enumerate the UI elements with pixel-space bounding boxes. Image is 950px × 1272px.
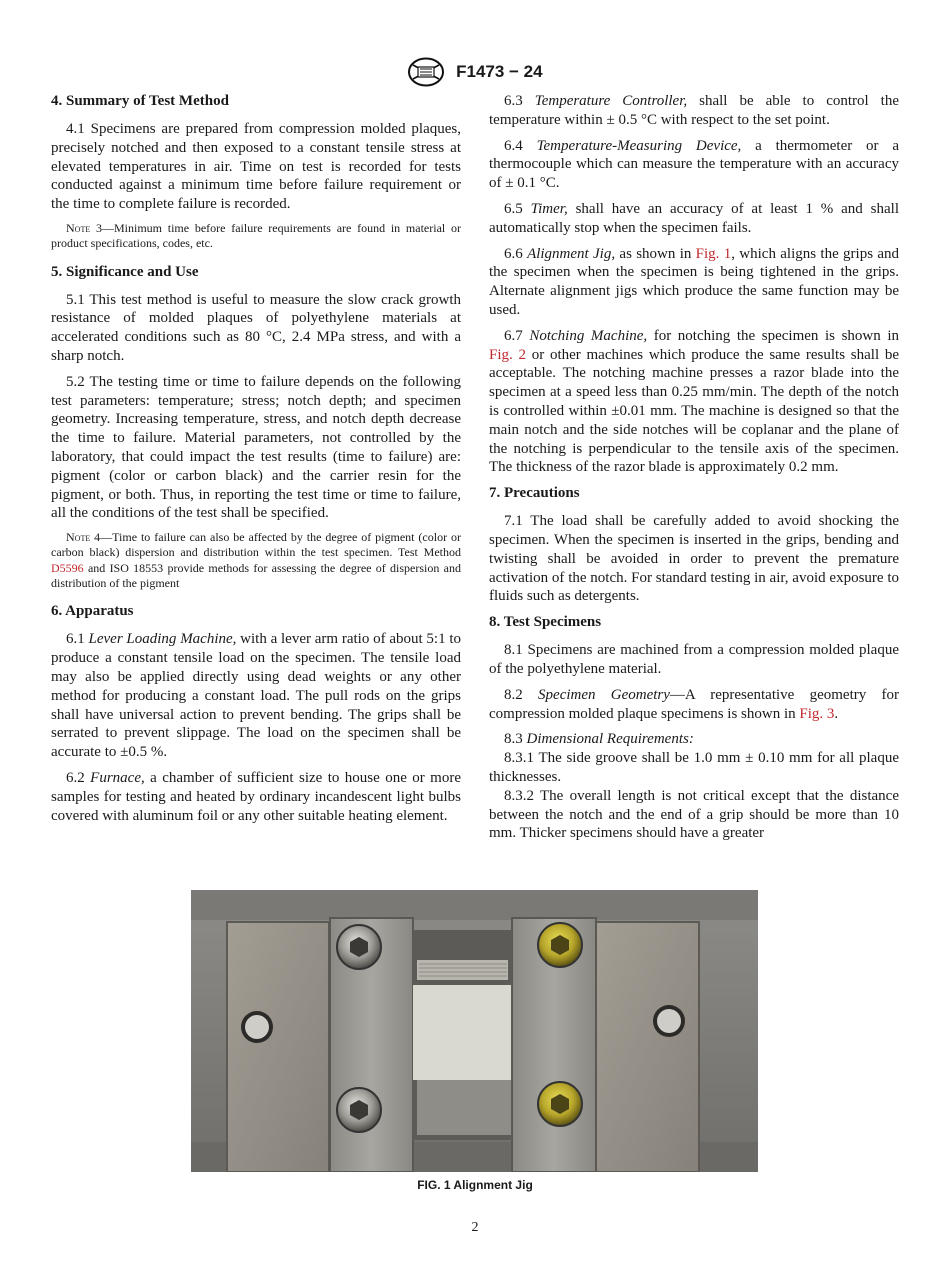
- note-3-text: 3—Minimum time before failure requirements are found in material or product specifications, codes, etc.: [51, 220, 461, 251]
- paragraph-8-2: [489, 686, 899, 724]
- note-4-text-b: and ISO 18553 provide methods for assessing the degree of dispersion and distribution of the pigment: [51, 560, 461, 591]
- paragraph-6-3-number: 6.3: [504, 93, 535, 109]
- section-6-heading: 6. Apparatus: [51, 603, 134, 620]
- paragraph-8-3-1: 8.3.1 The side groove shall be 1.0 mm ± 0.10 mm for all plaque thicknesses.: [489, 750, 899, 785]
- page-header: [0, 57, 950, 87]
- note-4-text-a: 4—Time to failure can also be affected by the degree of pigment (color or carbon black) dispersion and distribution within the test specimen. Test Method: [51, 530, 461, 560]
- fig-2-link[interactable]: Fig. 2: [489, 346, 526, 363]
- fig-3-link[interactable]: Fig. 3: [799, 705, 835, 722]
- paragraph-6-1-text: with a lever arm ratio of about 5:1 to produce a constant tensile load on the specimen. The tensile load may also be applied directly using dead weights or any other method for producing a constant load. The pull rods on the grips shall have universal action to prevent bending. The grips shall be serrated to prevent slippage. The load on the specimen shall be accurate to ±0.5 %.: [51, 631, 461, 761]
- paragraph-6-3: [489, 92, 899, 130]
- paragraph-6-2-text: a chamber of sufficient size to house one or more samples for testing and heated by ordinary incandescent light bulbs covered with aluminum foil or any other suitable heating element.: [51, 769, 462, 824]
- paragraph-8-3-term: Dimensional Requirements:: [526, 731, 694, 748]
- paragraph-6-5: [489, 200, 899, 238]
- paragraph-6-4-text: a thermometer or a thermocouple which can measure the temperature with an accuracy of ± 0.1 °C.: [489, 137, 899, 192]
- figure-1-caption: FIG. 1 Alignment Jig: [417, 1178, 533, 1192]
- paragraph-6-6-number: 6.6: [504, 245, 528, 262]
- paragraph-6-5-number: 6.5: [504, 200, 531, 217]
- paragraph-6-2-term: Furnace,: [90, 769, 145, 786]
- note-4: [51, 530, 461, 591]
- figure-1-photo: [191, 890, 758, 1172]
- paragraph-6-7: [489, 327, 899, 477]
- paragraph-5-1: 5.1 This test method is useful to measure the slow crack growth resistance of molded plaques of polyethylene materials at accelerated conditions such as 80 °C, 2.4 MPa stress, and with a sharp notch.: [51, 291, 461, 364]
- paragraph-6-2: [51, 769, 461, 825]
- right-column: [489, 92, 899, 843]
- paragraph-5-2: 5.2 The testing time or time to failure depends on the following test parameters: temperature; stress; notch depth; and specimen geometry. Increasing temperature, stress, and notch depth decrease the time to failure. Material parameters, not controlled by the laboratory, that could impact the test results (time to failure) are: pigment (color or carbon black) and the carrier resin for the pigment, or both. Thus, in reporting the test time or time to failure, all the conditions of the test shall be specified.: [51, 373, 461, 522]
- paragraph-6-1-number: 6.1: [66, 631, 89, 648]
- paragraph-6-5-text: shall have an accuracy of at least 1 % and shall automatically stop when the specimen fails.: [489, 200, 899, 236]
- paragraph-8-2-term: Specimen Geometry: [538, 686, 670, 703]
- paragraph-6-7-term: Notching Machine,: [529, 327, 648, 344]
- astm-logo: [407, 57, 445, 87]
- paragraph-7-1: 7.1 The load shall be carefully added to avoid shocking the specimen. When the specimen is inserted in the grips, bending and twisting shall be avoided in order to prevent the premature activation of the notch. For standard testing in air, avoid exposure to fluids such as detergents.: [489, 513, 899, 605]
- paragraph-6-6: [489, 245, 899, 320]
- document-designation: F1473 − 24: [456, 62, 543, 81]
- section-7-heading: 7. Precautions: [489, 485, 580, 502]
- paragraph-6-2-number: 6.2: [66, 769, 91, 786]
- paragraph-6-4-number: 6.4: [504, 137, 537, 154]
- paragraph-6-1-term: Lever Loading Machine,: [88, 631, 237, 648]
- paragraph-8-2-number: 8.2: [504, 686, 539, 703]
- paragraph-8-2-text-b: .: [834, 705, 839, 722]
- paragraph-8-3: [489, 730, 899, 749]
- section-8-heading: 8. Test Specimens: [489, 614, 602, 631]
- paragraph-6-3-text: shall be able to control the temperature within ± 0.5 °C with respect to the set point.: [489, 93, 900, 128]
- paragraph-6-4: [489, 137, 899, 193]
- note-3: [51, 221, 461, 252]
- paragraph-8-3-2: 8.3.2 The overall length is not critical except that the distance between the notch and the end of a grip should be more than 10 mm. Thicker specimens should have a greater: [489, 787, 899, 842]
- left-column: [51, 92, 461, 832]
- d5596-link[interactable]: D5596: [51, 560, 84, 575]
- paragraph-8-3-number: 8.3: [504, 731, 527, 748]
- paragraph-6-5-term: Timer,: [530, 200, 568, 217]
- paragraph-8-1: 8.1 Specimens are machined from a compression molded plaque of the polyethylene material.: [489, 642, 899, 677]
- page-number: 2: [471, 1220, 479, 1235]
- paragraph-6-7-text-a: for notching the specimen is shown in: [647, 327, 900, 344]
- note-3-label: Note: [66, 220, 91, 235]
- paragraph-6-6-text-b: , which aligns the grips and the specimen when the specimen is being tightened in the grips. Alternate alignment jigs which produce the same function may be used.: [489, 245, 900, 318]
- paragraph-8-2-text-a: —A representative geometry for compression molded plaque specimens is shown in: [489, 686, 899, 722]
- paragraph-6-7-text-b: or other machines which produce the same results shall be acceptable. The notching machine presses a razor blade into the specimen at a speed less than 0.25 mm/min. The depth of the notch is controlled within ±0.01 mm. The machine is designed so that the main notch and the side notches will be coplanar and the plane of the notching is perpendicular to the tensile axis of the specimen. The thickness of the razor blade is approximately 0.2 mm.: [489, 346, 899, 476]
- section-4-heading: 4. Summary of Test Method: [51, 93, 229, 109]
- paragraph-6-1: [51, 630, 461, 762]
- note-4-label: Note: [66, 530, 91, 545]
- section-5-heading: 5. Significance and Use: [51, 263, 199, 280]
- paragraph-6-7-number: 6.7: [504, 327, 530, 344]
- paragraph-6-6-term: Alignment Jig,: [527, 245, 616, 262]
- paragraph-6-6-text-a: as shown in: [615, 245, 696, 262]
- paragraph-6-3-term: Temperature Controller,: [534, 93, 688, 109]
- fig-1-link[interactable]: Fig. 1: [695, 245, 732, 262]
- paragraph-4-1: 4.1 Specimens are prepared from compression molded plaques, precisely notched and then exposed to a constant tensile stress at elevated temperatures in air. Time on test is recorded for tests conducted against a minimum time before failure requirement or the time to complete failure is recorded.: [51, 121, 461, 213]
- alignment-jig-illustration: [191, 890, 758, 1172]
- paragraph-6-4-term: Temperature-Measuring Device,: [536, 137, 742, 154]
